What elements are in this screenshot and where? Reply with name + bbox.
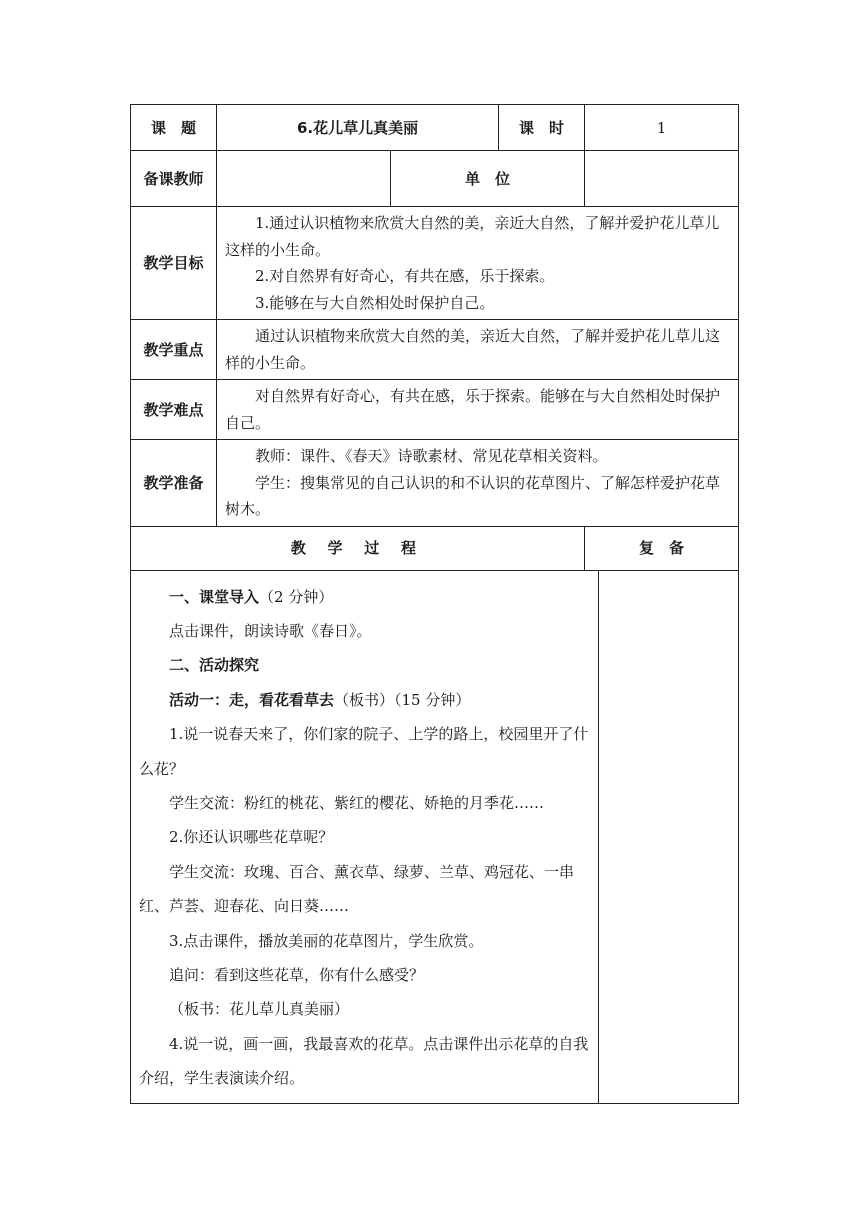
key-points-label: 教学重点 — [131, 320, 217, 380]
teacher-label: 备课教师 — [131, 151, 217, 207]
key-points-text: 通过认识植物来欣赏大自然的美，亲近大自然，了解并爱护花儿草儿这样的小生命。 — [225, 327, 721, 372]
difficulties-text: 对自然界有好奇心，有共在感，乐于探索。能够在与大自然相处时保护自己。 — [225, 387, 721, 432]
process-row — [131, 570, 739, 1103]
key-points-content — [217, 320, 739, 380]
topic-value: 6.花儿草儿真美丽 — [217, 105, 499, 151]
process-paragraph: 学生交流：玫瑰、百合、薰衣草、绿萝、兰草、鸡冠花、一串红、芦荟、迎春花、向日葵…… — [139, 862, 575, 916]
review-notes — [599, 570, 739, 1103]
process-paragraph: 1.说一说春天来了，你们家的院子、上学的路上，校园里开了什么花？ — [139, 725, 589, 778]
unit-value — [585, 151, 739, 207]
activity-heading: 活动一：走，看花看草去 — [169, 690, 335, 709]
goals-row — [131, 207, 739, 320]
process-header-label: 教 学 过 程 — [290, 539, 425, 557]
goals-content — [217, 207, 739, 320]
process-paragraph: 学生交流：粉红的桃花、紫红的樱花、娇艳的月季花…… — [169, 793, 545, 812]
topic-row — [131, 105, 739, 151]
process-paragraph: 点击课件，朗读诗歌《春日》。 — [169, 621, 372, 640]
process-paragraph: （板书：花儿草儿真美丽） — [169, 1000, 350, 1019]
key-points-row — [131, 320, 739, 380]
process-paragraph — [139, 683, 592, 717]
duration-note: （2 分钟） — [259, 587, 334, 606]
goal-item: 1.通过认识植物来欣赏大自然的美，亲近大自然，了解并爱护花儿草儿这样的小生命。 — [225, 214, 720, 259]
preparation-item: 学生：搜集常见的自己认识的和不认识的花草图片、了解怎样爱护花草树木。 — [225, 473, 721, 518]
goals-label: 教学目标 — [131, 207, 217, 320]
hours-label: 课 时 — [499, 105, 585, 151]
difficulties-label: 教学难点 — [131, 380, 217, 440]
difficulties-row — [131, 380, 739, 440]
process-paragraph: 4.说一说，画一画，我最喜欢的花草。点击课件出示花草的自我介绍，学生表演读介绍。 — [139, 1034, 589, 1088]
duration-note: （板书）（15 分钟） — [334, 690, 471, 709]
difficulties-content — [217, 380, 739, 440]
process-content — [131, 570, 599, 1103]
process-header — [131, 526, 585, 570]
goal-item: 2.对自然界有好奇心，有共在感，乐于探索。 — [255, 267, 555, 285]
process-paragraph: 2.你还认识哪些花草呢？ — [169, 828, 334, 847]
hours-value: 1 — [585, 105, 739, 151]
process-header-row — [131, 526, 739, 570]
section-heading: 二、活动探究 — [169, 656, 260, 675]
teacher-row — [131, 151, 739, 207]
process-paragraph — [139, 580, 592, 614]
preparation-label: 教学准备 — [131, 440, 217, 527]
lesson-plan-table — [130, 104, 739, 1104]
process-paragraph: 3.点击课件，播放美丽的花草图片，学生欣赏。 — [169, 931, 484, 950]
preparation-content — [217, 440, 739, 527]
preparation-row — [131, 440, 739, 527]
process-paragraph — [139, 648, 592, 682]
review-header: 复 备 — [585, 526, 739, 570]
goal-item: 3.能够在与大自然相处时保护自己。 — [255, 293, 495, 312]
unit-label: 单 位 — [391, 151, 585, 207]
topic-label: 课 题 — [131, 105, 217, 151]
preparation-item: 教师：课件、《春天》诗歌素材、常见花草相关资料。 — [255, 447, 608, 465]
section-heading: 一、课堂导入 — [169, 587, 260, 606]
teacher-value — [217, 151, 391, 207]
process-paragraph: 追问：看到这些花草，你有什么感受？ — [169, 965, 425, 984]
